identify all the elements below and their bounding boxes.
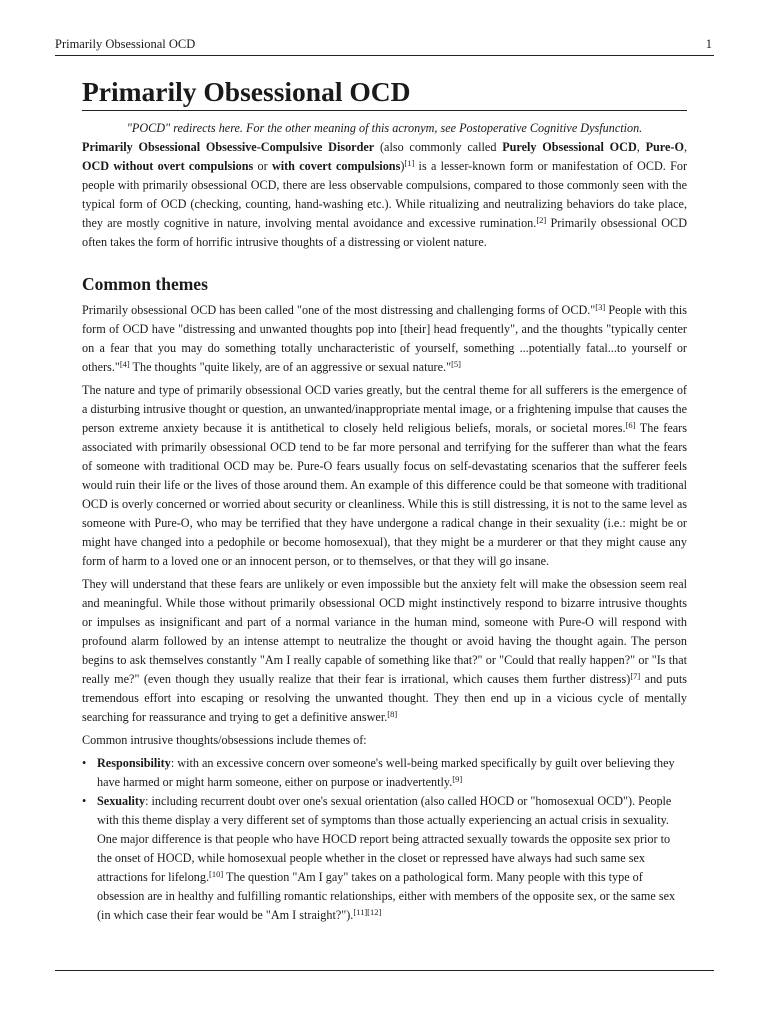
intro-paragraph — [82, 138, 687, 252]
text-run: They will understand that these fears are unlikely or even impossible but the anxiety felt will make the obsession seem real and meaningful. While those without primarily obsessional OCD might instinctively respond to bizarre intrusive thoughts or impulses as insignificant and part of a normal variance in the human mind, someone with Pure-O will respond with profound alarm followed by an intense attempt to neutralize the thought or avoid having the thought again. The person begins to ask themselves constantly "Am I really capable of something like that?" or "Could that really happen?" or "Is that really me?" (even though they usually realize that their fear is irrational, which causes them further distress) — [82, 577, 687, 686]
reference-link[interactable]: [1] — [404, 158, 415, 168]
bullet-icon: • — [82, 794, 87, 808]
running-title: Primarily Obsessional OCD — [55, 37, 196, 51]
text-run: The question "Am I gay" takes on a pathological form. Many people with this type of obsession are in healthy and fulfilling romantic relationships, either with members of the opposite sex, or the same sex (in which case their fear would be "Am I straight?"). — [97, 870, 676, 922]
bold-term: Pure-O — [645, 140, 684, 154]
paragraph — [82, 301, 687, 377]
themes-list — [82, 754, 687, 925]
reference-link[interactable]: [8] — [387, 709, 398, 719]
bold-term: Primarily Obsessional Obsessive-Compulsive Disorder — [82, 140, 375, 154]
text-run: People with this form of OCD have "distressing and unwanted thoughts pop into [their] head frequently", and the thoughts "typically center on a fear that you may do something totally uncharacteristic of yourself, something ...potentially fatal...to yourself or others." — [82, 303, 687, 374]
reference-link[interactable]: [2] — [536, 215, 547, 225]
reference-link[interactable]: [6] — [625, 420, 636, 430]
article-body — [82, 75, 687, 925]
page-number: 1 — [705, 37, 712, 51]
text-run: : with an excessive concern over someone's well-being marked specifically by guilt over believing they have harmed or might harm someone, either on purpose or inadvertently. — [97, 756, 675, 789]
text-run: or — [253, 159, 272, 173]
text-run: : including recurrent doubt over one's sexual orientation (also called HOCD or "homosexual OCD"). People with this theme display a very different set of symptoms than those actually experiencing an actual crisis in sexuality. One major difference is that people who have HOCD report being attracted sexually towards the opposite sex prior to the onset of HOCD, while homosexual people whether in the closet or repressed have always had such same sex attractions for lifelong. — [97, 794, 672, 884]
text-run: The fears associated with primarily obsessional OCD tend to be far more personal and terrifying for the sufferer than what the fears of someone with traditional OCD may be. Pure-O fears usually focus on self-devastating scenarios that the sufferer feels would ruin their life or the lives of those around them. An example of this difference could be that someone with traditional OCD is overly concerned or worried about security or cleanliness. While this is still distressing, it is not to the same level as someone with Pure-O, who may be terrified that they have undergone a radical change in their sexuality (i.e.: might be or might have changed into a pedophile or become homosexual), that they might be a murderer or that they might cause any form of harm to a loved one or an innocent person, or to themselves, or that they will go insane. — [82, 421, 687, 568]
bullet-icon: • — [82, 756, 87, 770]
text-run: ) — [400, 159, 405, 173]
reference-link[interactable]: [9] — [452, 774, 463, 784]
hatnote: "POCD" redirects here. For the other meaning of this acronym, see Postoperative Cognitive Dysfunction. — [126, 121, 643, 135]
bold-term: Sexuality — [97, 794, 146, 808]
reference-link[interactable]: [3] — [595, 302, 606, 312]
bold-term: OCD without overt compulsions — [82, 159, 254, 173]
paragraph — [82, 575, 687, 727]
bold-term: Responsibility — [97, 756, 171, 770]
text-run: Primarily obsessional OCD has been called "one of the most distressing and challenging forms of OCD." — [82, 303, 596, 317]
page-header — [55, 35, 714, 56]
text-run: is a lesser-known form or manifestation of OCD. For people with primarily obsessional OCD, there are less observable compulsions, compared to those commonly seen with the typical form of OCD (checking, counting, hand-washing etc.). While ritualizing and neutralizing behaviors do take place, they are mostly cognitive in nature, involving mental avoidance and excessive rumination. — [82, 159, 687, 230]
text-run: The nature and type of primarily obsessional OCD varies greatly, but the central theme for all sufferers is the emergence of a disturbing intrusive thought or question, an unwanted/inappropriate mental image, or a frightening impulse that causes the person extreme anxiety because it is antithetical to closely held religious beliefs, morals, or societal mores. — [82, 383, 687, 435]
paragraph: Common intrusive thoughts/obsessions include themes of: — [82, 733, 367, 747]
text-run: and puts tremendous effort into escaping or resolving the unwanted thought. They then end up in a vicious cycle of mentally searching for reassurance and trying to get a definitive answer. — [82, 672, 687, 724]
paragraph — [82, 381, 687, 571]
list-item — [82, 754, 687, 792]
footer-divider — [55, 970, 714, 971]
reference-link[interactable]: [10] — [209, 869, 224, 879]
text-run: Primarily obsessional OCD often takes the form of horrific intrusive thoughts of a distressing or violent nature. — [82, 216, 687, 249]
text-run: The thoughts "quite likely, are of an aggressive or sexual nature." — [129, 360, 452, 374]
list-item — [82, 792, 687, 925]
bold-term: with covert compulsions — [271, 159, 401, 173]
text-run: , — [683, 140, 687, 154]
reference-link[interactable]: [4] — [119, 359, 130, 369]
bold-term: Purely Obsessional OCD — [502, 140, 637, 154]
text-run: (also commonly called — [374, 140, 503, 154]
reference-link[interactable]: [5] — [451, 359, 461, 369]
section-heading-common-themes: Common themes — [82, 274, 208, 294]
article-title: Primarily Obsessional OCD — [82, 75, 687, 111]
reference-link[interactable]: [11][12] — [353, 907, 382, 917]
reference-link[interactable]: [7] — [630, 671, 641, 681]
text-run: , — [636, 140, 646, 154]
